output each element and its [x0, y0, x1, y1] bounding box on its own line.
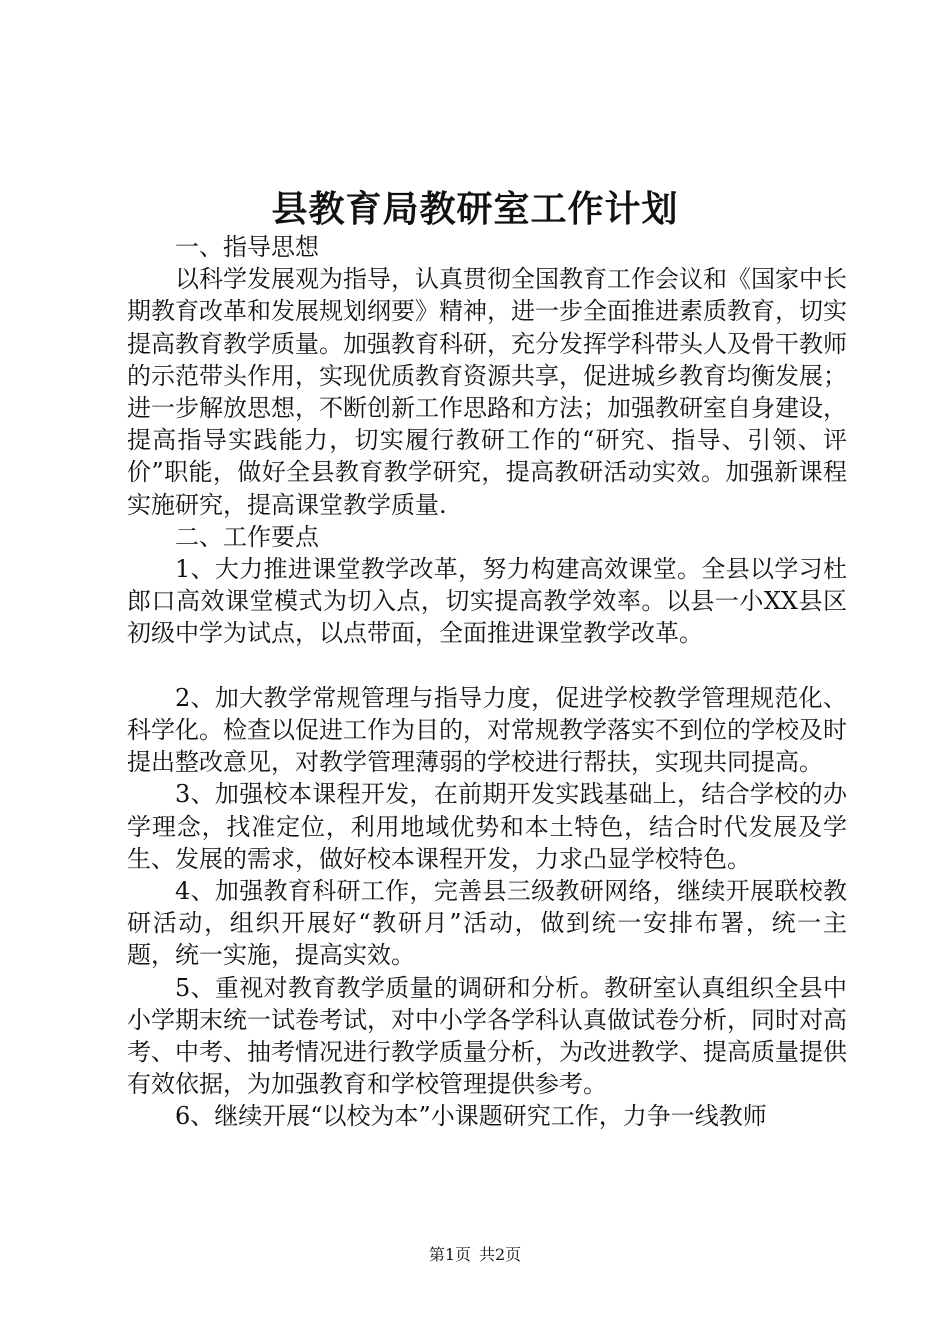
- paragraph-point-3: 3、加强校本课程开发，在前期开发实践基础上，结合学校的办学理念，找准定位，利用地域优势和本土特色，结合时代发展及学生、发展的需求，做好校本课程开发，力求凸显学校特色。: [127, 780, 847, 873]
- paragraph-spacer: [127, 650, 847, 682]
- page-number-current: 第1页: [428, 1245, 471, 1264]
- section-heading-guiding-thought: 一、指导思想: [175, 233, 319, 261]
- document-body: [127, 231, 847, 1133]
- paragraph-point-1: 1、大力推进课堂教学改革，努力构建高效课堂。全县以学习杜郎口高效课堂模式为切入点，切实提高教学效率。以县一小XX县区初级中学为试点，以点带面，全面推进课堂教学改革。: [127, 555, 847, 648]
- paragraph-guiding-thought: 以科学发展观为指导，认真贯彻全国教育工作会议和《国家中长期教育改革和发展规划纲要》精神，进一步全面推进素质教育，切实提高教育教学质量。加强教育科研，充分发挥学科带头人及骨干教师的示范带头作用，实现优质教育资源共享，促进城乡教育均衡发展；进一步解放思想，不断创新工作思路和方法；加强教研室自身建设，提高指导实践能力，切实履行教研工作的“研究、指导、引领、评价”职能，做好全县教育教学研究，提高教研活动实效。加强新课程实施研究，提高课堂教学质量.: [127, 265, 847, 519]
- page-number-total: 共2页: [479, 1245, 522, 1264]
- paragraph-point-2: 2、加大教学常规管理与指导力度，促进学校教学管理规范化、科学化。检查以促进工作为目的，对常规教学落实不到位的学校及时提出整改意见，对教学管理薄弱的学校进行帮扶，实现共同提高。: [127, 683, 847, 777]
- paragraph-point-4: 4、加强教育科研工作，完善县三级教研网络，继续开展联校教研活动，组织开展好“教研月”活动，做到统一安排布署，统一主题，统一实施，提高实效。: [127, 877, 847, 970]
- paragraph-point-5: 5、重视对教育教学质量的调研和分析。教研室认真组织全县中小学期末统一试卷考试，对中小学各学科认真做试卷分析，同时对高考、中考、抽考情况进行教学质量分析，为改进教学、提高质量提供有效依据，为加强教育和学校管理提供参考。: [127, 973, 847, 1099]
- section-heading-work-points: 二、工作要点: [175, 522, 319, 551]
- paragraph-point-6: 6、继续开展“以校为本”小课题研究工作，力争一线教师: [175, 1102, 767, 1131]
- document-title: 县教育局教研室工作计划: [271, 188, 679, 230]
- page-footer: [0, 1243, 950, 1267]
